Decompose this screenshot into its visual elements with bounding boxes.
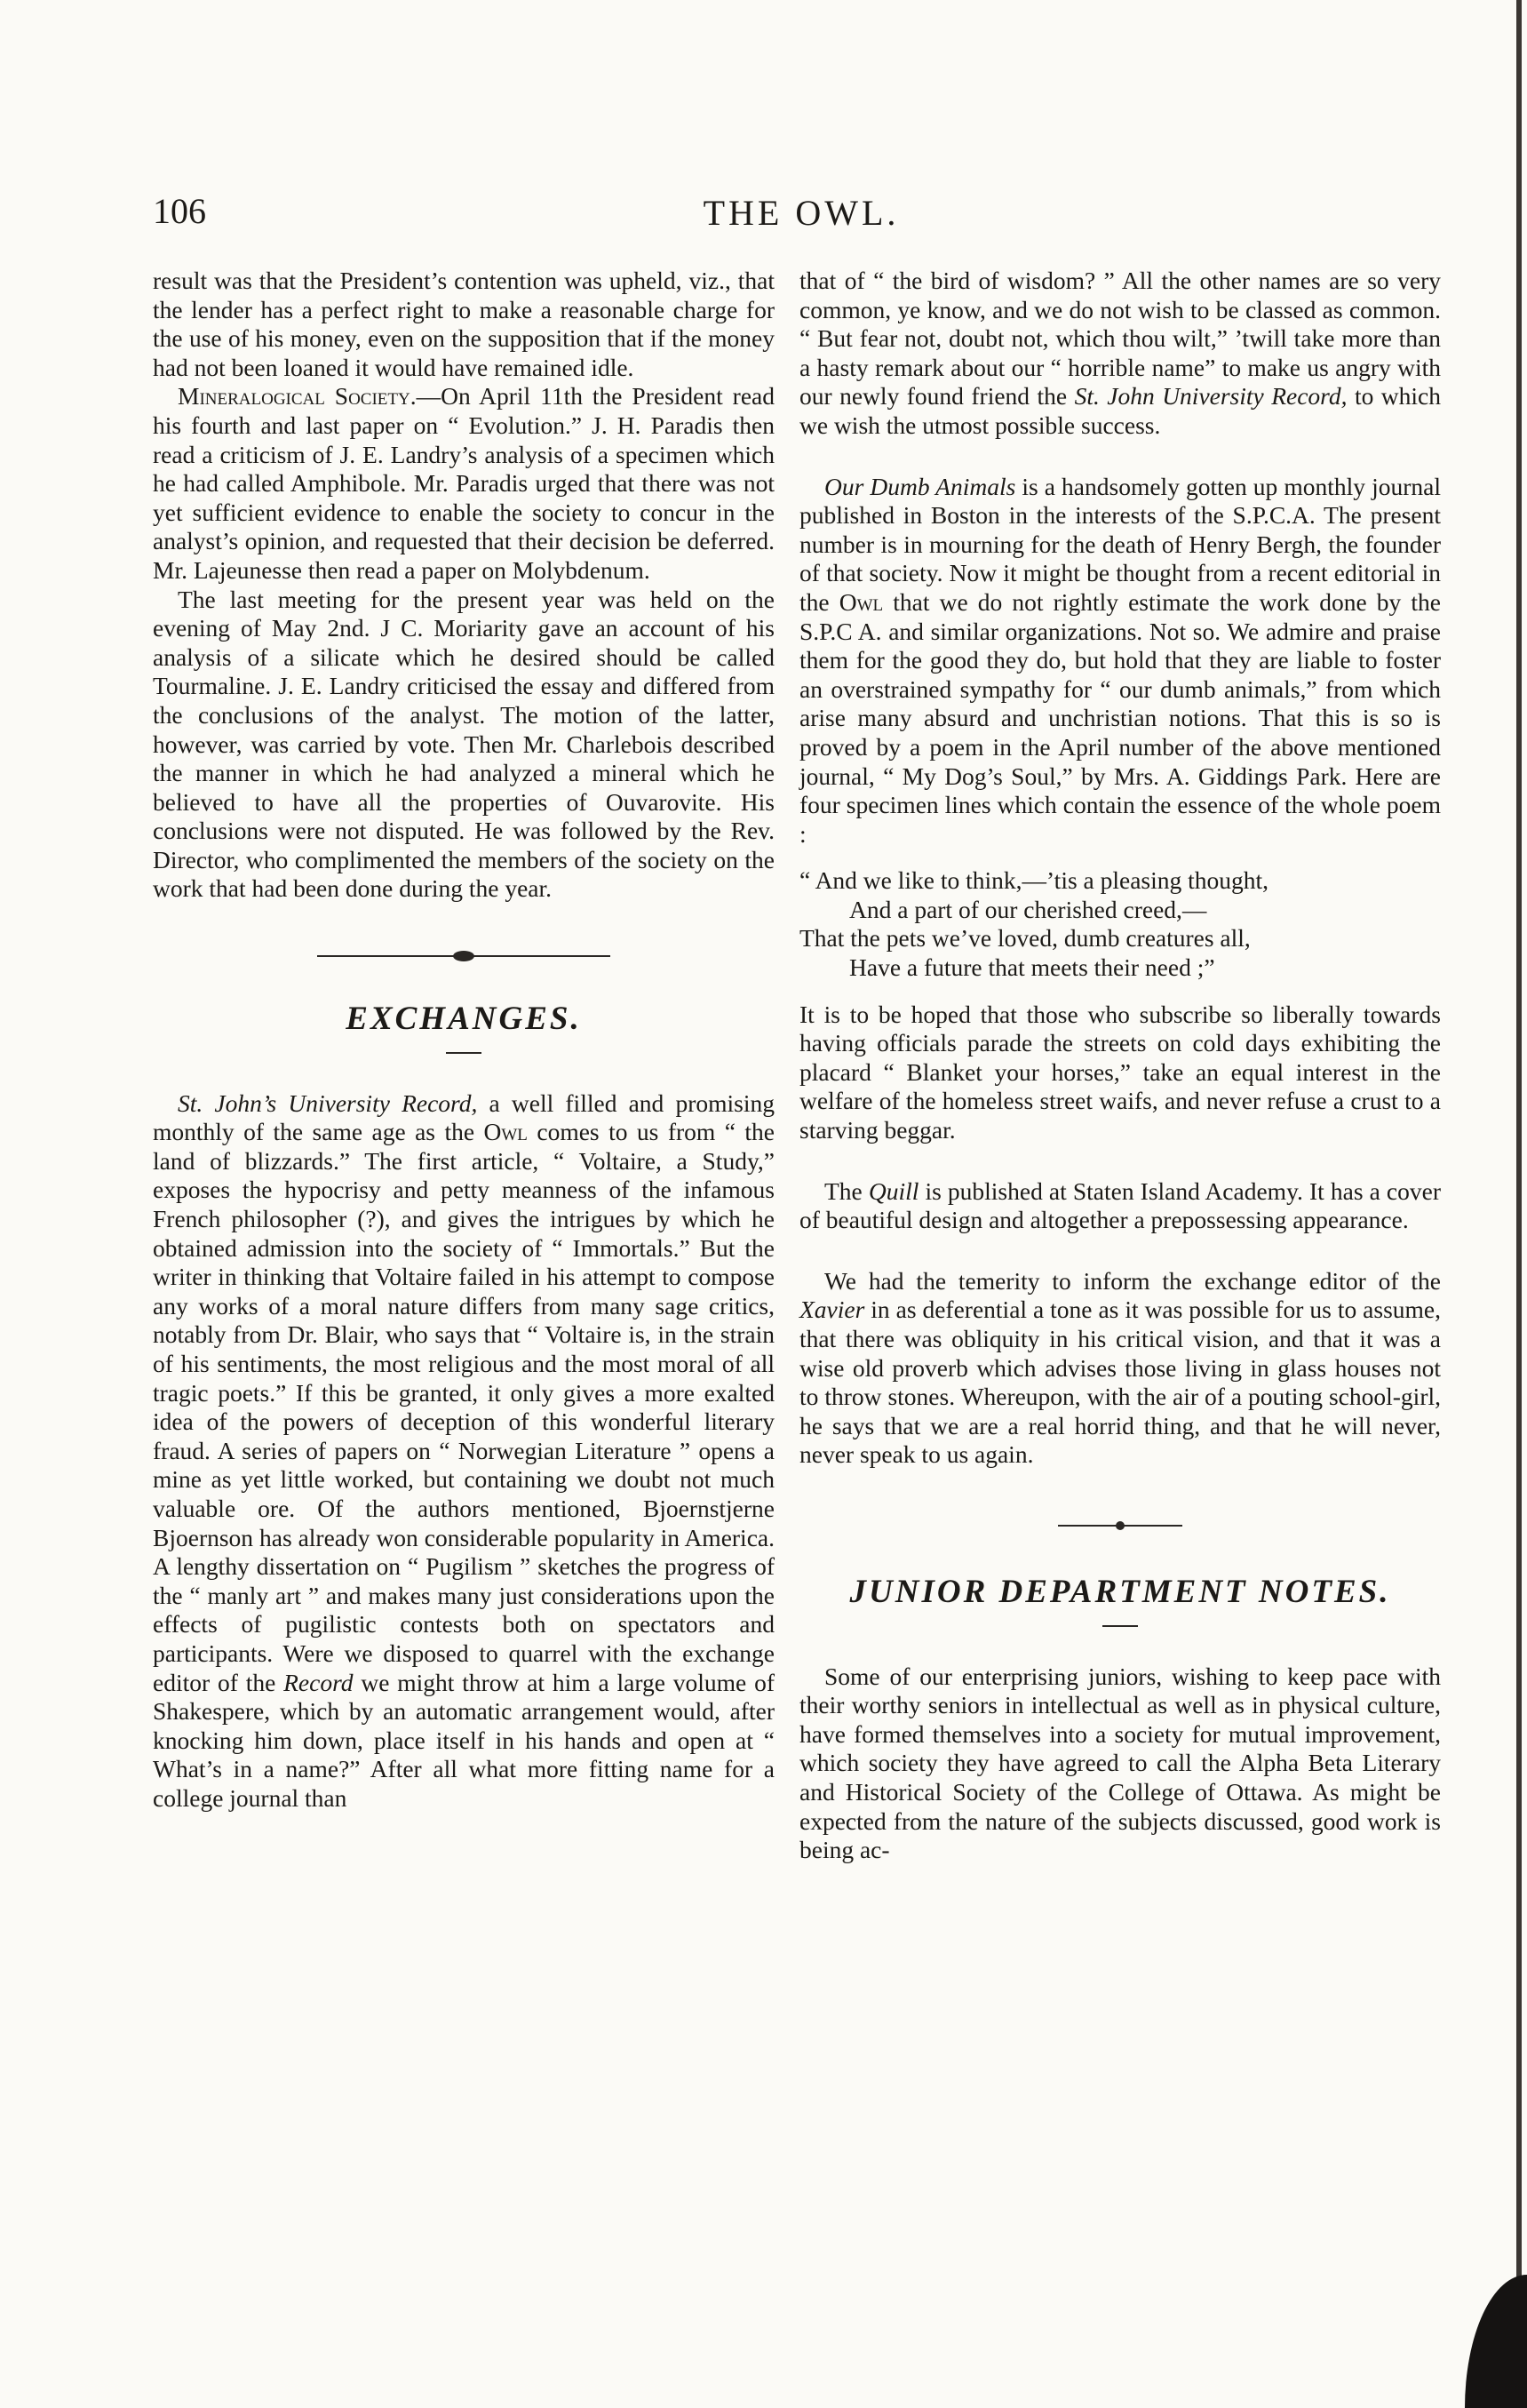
journal-title: St. John University Record,	[1074, 382, 1348, 411]
page-edge-shadow	[1500, 0, 1527, 2408]
paragraph-text: we might throw at him a large volume of Shakespere, which by an automatic arrangement would, after knocking him down, place itself in his hands and open at “ What’s in a name?” After all what more fitting name for a college journal than	[153, 1668, 775, 1812]
running-title: THE OWL.	[703, 193, 900, 233]
owl-name: Owl	[483, 1118, 528, 1146]
heading-rule	[1102, 1625, 1138, 1627]
paragraph-xavier	[799, 1267, 1441, 1470]
right-column	[799, 267, 1441, 1865]
paragraph-st-johns-record	[153, 1089, 775, 1814]
paragraph-text: that of “ the bird of wisdom? ” All the other names are so very common, ye know, and we do not wish to be classed as common. “ But fear not, doubt not, which thou wilt,” ’twill take more than a hasty remark about our “ horrible name” to make us angry with our newly found friend the	[799, 267, 1441, 411]
paragraph-text: is a handsomely gotten up monthly journal published in Boston in the interests of the S.P.C.A. The present number is in mourning for the death of Henry Bergh, the founder of that society. Now it might be thought from a recent editorial in the	[799, 472, 1441, 616]
journal-title: St. John’s University Record,	[178, 1088, 478, 1117]
journal-title: Record	[283, 1668, 354, 1696]
paragraph-junior-notes: Some of our enterprising juniors, wishing to keep pace with their worthy seniors in intellectual as well as in physical culture, have formed themselves into a society for mutual improvement, which society they have agreed to call the Alpha Beta Literary and Historical Society of the College of Ottawa. As might be expected from the nature of the subjects discussed, good work is being ac-	[799, 1662, 1441, 1864]
journal-title: Our Dumb Animals	[824, 472, 1016, 500]
paragraph: result was that the President’s contention was upheld, viz., that the lender has a perfect right to make a reasonable charge for the use of his money, even on the supposition that if the money had not been loaned it would have remained idle.	[153, 267, 775, 381]
heading-rule	[446, 1052, 481, 1054]
exchanges-heading: EXCHANGES.	[346, 1001, 582, 1038]
journal-title: Xavier	[799, 1296, 865, 1324]
paragraph: The last meeting for the present year was held on the evening of May 2nd. J C. Moriarity gave an account of his analysis of a silicate which he desired should be called Tourmaline. J. E. Landry criticised the essay and differed from the conclusions of the analyst. The motion of the latter, however, was carried by vote. Then Mr. Charlebois described the manner in which he had analyzed a mineral which he believed to have all the properties of Ouvarovite. His conclusions were not disputed. He was followed by the Rev. Director, who complimented the members of the society on the work that had been done during the year.	[153, 585, 775, 903]
poem-quote	[799, 866, 1441, 982]
paragraph-text: —On April 11th the President read his fourth and last paper on “ Evolution.” J. H. Paradis then read a criticism of J. E. Landry’s analysis of a specimen which he had called Amphibole. Mr. Paradis urged that there was not yet sufficient evidence to enable the society to concur in the analyst’s opinion, and requested that their decision be deferred. Mr. Lajeunesse then read a paper on Molybdenum.	[153, 382, 775, 584]
paragraph-mineralogical-society	[153, 382, 775, 585]
page-number: 106	[153, 191, 206, 231]
poem-line: Have a future that meets their need ;”	[849, 953, 1215, 982]
poem-line: “ And we like to think,—’tis a pleasing thought,	[799, 866, 1269, 895]
paragraph-text: that we do not rightly estimate the work done by the S.P.C A. and similar organizations. Not so. We admire and praise them for the good they do, but hold that they are liable to foster an overstrained sympathy for “ our dumb animals,” from which arise many absurd and unchristian notions. That this is so is proved by a poem in the April number of the above mentioned journal, “ My Dog’s Soul,” by Mrs. A. Giddings Park. Here are four specimen lines which contain the essence of the whole poem :	[799, 587, 1441, 848]
junior-department-heading: JUNIOR DEPARTMENT NOTES.	[849, 1573, 1391, 1610]
paragraph-text: We had the temerity to inform the exchange editor of the	[824, 1266, 1441, 1295]
page-header	[153, 190, 1450, 243]
poem-line: That the pets we’ve loved, dumb creatures all,	[799, 924, 1251, 953]
poem-line: And a part of our cherished creed,—	[849, 895, 1207, 923]
section-divider	[317, 953, 610, 959]
paragraph-text: The	[824, 1176, 869, 1205]
owl-name: Owl	[839, 587, 884, 616]
journal-title: Quill	[868, 1176, 919, 1205]
section-lead: Mineralogical Society.	[178, 382, 417, 411]
paragraph-text: to which we wish the utmost possible success.	[799, 382, 1441, 439]
paragraph-dumb-animals	[799, 473, 1441, 849]
paragraph-quill	[799, 1177, 1441, 1235]
paragraph: It is to be hoped that those who subscribe so liberally towards having officials parade the streets on cold days exhibiting the placard “ Blanket your horses,” take an equal interest in the welfare of the homeless street waifs, and never refuse a crust to a starving beggar.	[799, 1000, 1441, 1144]
paragraph	[799, 267, 1441, 441]
section-divider	[1058, 1523, 1182, 1528]
paragraph-text: a well filled and promising monthly of the same age as the	[153, 1088, 775, 1146]
left-column	[153, 267, 775, 1814]
paragraph-text: comes to us from “ the land of blizzards.” The first article, “ Voltaire, a Study,” exposes the hypocrisy and petty meanness of the infamous French philosopher (?), and gives the intrigues by which he obtained admission into the society of “ Immortals.” But the writer in thinking that Voltaire failed in his attempt to compose any works of a moral nature differs from many sage critics, notably from Dr. Blair, who says that “ Voltaire is, in the strain of his sentiments, the most religious and the most moral of all tragic poets.” If this be granted, it only gives a more exalted idea of the powers of deception of this wonderful literary fraud. A series of papers on “ Norwegian Literature ” opens a mine as yet little worked, but containing we doubt not much valuable ore. Of the authors mentioned, Bjoernstjerne Bjoernson has already won considerable popularity in America. A lengthy dissertation on “ Pugilism ” sketches the progress of the “ manly art ” and makes many just considerations upon the effects of pugilistic contests both on spectators and participants. Were we disposed to quarrel with the exchange editor of the	[153, 1118, 775, 1696]
page-corner-shadow	[1465, 2275, 1527, 2408]
paragraph-text: is published at Staten Island Academy. It has a cover of beautiful design and altogether a prepossessing appearance.	[799, 1176, 1441, 1234]
paragraph-text: in as deferential a tone as it was possible for us to assume, that there was obliquity in his critical vision, and that it was a wise old proverb which advises those living in glass houses not to throw stones. Whereupon, with the air of a pouting school-girl, he says that we are a real horrid thing, and that he will never, never speak to us again.	[799, 1296, 1441, 1469]
